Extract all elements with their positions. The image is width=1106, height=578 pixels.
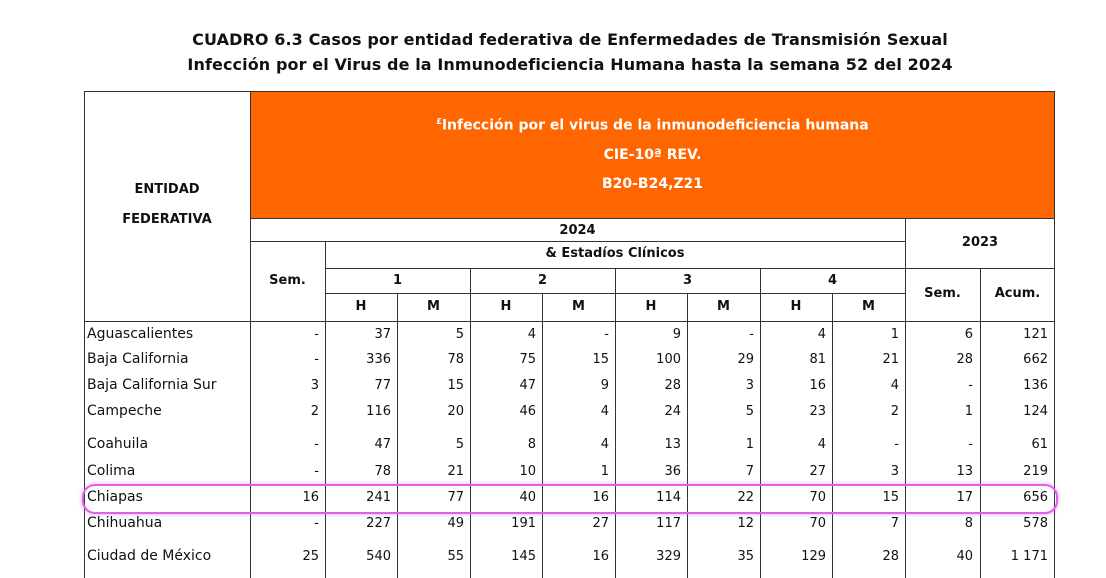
cell-s1m: 15 bbox=[447, 378, 464, 393]
cell-s1m: 5 bbox=[455, 437, 464, 452]
cell-sem: 25 bbox=[302, 549, 319, 564]
cell-pacum: 61 bbox=[1031, 437, 1048, 452]
cell-sem: 3 bbox=[310, 378, 319, 393]
h-header: H bbox=[355, 299, 367, 314]
cell-s3h: 9 bbox=[672, 327, 681, 342]
cell-s3h: 13 bbox=[664, 437, 681, 452]
cell-s1m: 77 bbox=[447, 490, 464, 505]
cell-s1h: 37 bbox=[374, 327, 391, 342]
entity-name: Ciudad de México bbox=[87, 548, 212, 564]
entity-name: Baja California Sur bbox=[87, 377, 217, 393]
cell-s4m: 7 bbox=[890, 516, 899, 531]
cell-pacum: 1 171 bbox=[1010, 549, 1048, 564]
h-header: H bbox=[500, 299, 512, 314]
cell-s4m: 2 bbox=[890, 404, 899, 419]
sem-header: Sem. bbox=[269, 273, 306, 288]
cell-psem: 8 bbox=[964, 516, 973, 531]
year-current-header: 2024 bbox=[559, 223, 596, 238]
m-header: M bbox=[862, 299, 875, 314]
entity-name: Baja California bbox=[87, 351, 189, 367]
cell-s3h: 100 bbox=[656, 352, 681, 367]
cell-s4h: 16 bbox=[809, 378, 826, 393]
cell-s2h: 47 bbox=[519, 378, 536, 393]
cell-s3m: 12 bbox=[737, 516, 754, 531]
cie-revision: CIE-10ª REV. bbox=[603, 147, 702, 163]
entity-name: Aguascalientes bbox=[87, 326, 194, 342]
cell-s1m: 55 bbox=[447, 549, 464, 564]
cell-s2m: 4 bbox=[600, 437, 609, 452]
cell-psem: - bbox=[968, 378, 973, 393]
disease-name-text: Infección por el virus de la inmunodeficiencia humana bbox=[441, 117, 869, 134]
entity-name: Coahuila bbox=[87, 436, 149, 452]
cell-s4m: - bbox=[894, 437, 899, 452]
cell-s4h: 70 bbox=[809, 516, 826, 531]
cell-s2m: 4 bbox=[600, 404, 609, 419]
cell-s1m: 21 bbox=[447, 464, 464, 479]
cell-s4m: 28 bbox=[882, 549, 899, 564]
cell-s3h: 117 bbox=[656, 516, 681, 531]
cell-s4h: 23 bbox=[809, 404, 826, 419]
cell-s2h: 8 bbox=[527, 437, 536, 452]
entidad-header-line2: FEDERATIVA bbox=[122, 212, 212, 227]
cell-s4m: 3 bbox=[890, 464, 899, 479]
cell-s1h: 77 bbox=[374, 378, 391, 393]
cell-sem: - bbox=[314, 437, 319, 452]
cell-s3m: - bbox=[749, 327, 754, 342]
cell-s4h: 27 bbox=[809, 464, 826, 479]
cell-s3m: 1 bbox=[745, 437, 754, 452]
cell-s1m: 5 bbox=[455, 327, 464, 342]
cell-s2h: 191 bbox=[511, 516, 536, 531]
cell-s4m: 21 bbox=[882, 352, 899, 367]
cell-s1h: 227 bbox=[366, 516, 391, 531]
entity-name: Campeche bbox=[87, 403, 162, 419]
cell-s2h: 75 bbox=[519, 352, 536, 367]
cell-s4m: 4 bbox=[890, 378, 899, 393]
cell-s3m: 5 bbox=[745, 404, 754, 419]
cell-pacum: 136 bbox=[1023, 378, 1048, 393]
h-header: H bbox=[645, 299, 657, 314]
cell-s2m: 16 bbox=[592, 490, 609, 505]
cell-pacum: 662 bbox=[1023, 352, 1048, 367]
cell-psem: 1 bbox=[964, 404, 973, 419]
cell-s1h: 116 bbox=[366, 404, 391, 419]
prev-sem-header: Sem. bbox=[924, 286, 961, 301]
prev-acum-header: Acum. bbox=[994, 286, 1041, 301]
cell-s4h: 81 bbox=[809, 352, 826, 367]
cell-s2h: 40 bbox=[519, 490, 536, 505]
cell-s2m: 16 bbox=[592, 549, 609, 564]
cell-s3h: 36 bbox=[664, 464, 681, 479]
cell-psem: - bbox=[968, 437, 973, 452]
entity-name: Chihuahua bbox=[87, 515, 163, 531]
cell-s1h: 78 bbox=[374, 464, 391, 479]
cell-s3m: 29 bbox=[737, 352, 754, 367]
cell-sem: - bbox=[314, 464, 319, 479]
cell-s2m: 27 bbox=[592, 516, 609, 531]
cell-s1h: 336 bbox=[366, 352, 391, 367]
stage-3-header: 3 bbox=[682, 273, 693, 288]
stages-header: & Estadíos Clínicos bbox=[545, 246, 685, 261]
cell-s2h: 145 bbox=[511, 549, 536, 564]
cell-s1m: 78 bbox=[447, 352, 464, 367]
stage-2-header: 2 bbox=[537, 273, 548, 288]
cell-s3m: 22 bbox=[737, 490, 754, 505]
m-header: M bbox=[717, 299, 730, 314]
cell-pacum: 656 bbox=[1023, 490, 1048, 505]
cell-pacum: 124 bbox=[1023, 404, 1048, 419]
cell-psem: 17 bbox=[956, 490, 973, 505]
entity-name: Colima bbox=[87, 463, 136, 479]
entity-name: Chiapas bbox=[87, 489, 143, 505]
cell-s2m: 15 bbox=[592, 352, 609, 367]
cell-s2m: 1 bbox=[600, 464, 609, 479]
entidad-header-line1: ENTIDAD bbox=[134, 182, 200, 197]
cell-s3h: 329 bbox=[656, 549, 681, 564]
cell-s3h: 114 bbox=[656, 490, 681, 505]
cell-s4h: 4 bbox=[817, 437, 826, 452]
cell-s2h: 46 bbox=[519, 404, 536, 419]
disease-codes: B20-B24,Z21 bbox=[601, 176, 704, 192]
cell-s2h: 10 bbox=[519, 464, 536, 479]
cell-s2m: - bbox=[604, 327, 609, 342]
cell-s4h: 129 bbox=[801, 549, 826, 564]
disease-name bbox=[250, 117, 1055, 134]
cell-s4m: 15 bbox=[882, 490, 899, 505]
cell-s4h: 70 bbox=[809, 490, 826, 505]
cell-sem: - bbox=[314, 516, 319, 531]
cell-s3m: 35 bbox=[737, 549, 754, 564]
stage-1-header: 1 bbox=[392, 273, 403, 288]
cell-s3m: 3 bbox=[745, 378, 754, 393]
cell-pacum: 121 bbox=[1023, 327, 1048, 342]
table-title: CUADRO 6.3 Casos por entidad federativa de Enfermedades de Transmisión Sexual bbox=[192, 30, 948, 49]
cell-s1m: 20 bbox=[447, 404, 464, 419]
cell-s1h: 241 bbox=[366, 490, 391, 505]
cell-s3h: 28 bbox=[664, 378, 681, 393]
cell-s1h: 47 bbox=[374, 437, 391, 452]
cell-s3h: 24 bbox=[664, 404, 681, 419]
cell-psem: 6 bbox=[964, 327, 973, 342]
m-header: M bbox=[427, 299, 440, 314]
cell-sem: - bbox=[314, 327, 319, 342]
disease-superscript: £ bbox=[436, 117, 442, 126]
cell-sem: 16 bbox=[302, 490, 319, 505]
cell-s3m: 7 bbox=[745, 464, 754, 479]
cell-psem: 40 bbox=[956, 549, 973, 564]
h-header: H bbox=[790, 299, 802, 314]
cell-pacum: 578 bbox=[1023, 516, 1048, 531]
cell-s4m: 1 bbox=[890, 327, 899, 342]
stage-4-header: 4 bbox=[827, 273, 838, 288]
cell-s1h: 540 bbox=[366, 549, 391, 564]
cell-psem: 13 bbox=[956, 464, 973, 479]
cell-s1m: 49 bbox=[447, 516, 464, 531]
cell-s4h: 4 bbox=[817, 327, 826, 342]
cell-pacum: 219 bbox=[1023, 464, 1048, 479]
cell-s2m: 9 bbox=[600, 378, 609, 393]
cell-sem: 2 bbox=[310, 404, 319, 419]
cell-sem: - bbox=[314, 352, 319, 367]
cell-s2h: 4 bbox=[527, 327, 536, 342]
table-subtitle: Infección por el Virus de la Inmunodeficiencia Humana hasta la semana 52 del 2024 bbox=[187, 55, 953, 74]
cell-psem: 28 bbox=[956, 352, 973, 367]
year-prev-header: 2023 bbox=[961, 235, 999, 250]
m-header: M bbox=[572, 299, 585, 314]
